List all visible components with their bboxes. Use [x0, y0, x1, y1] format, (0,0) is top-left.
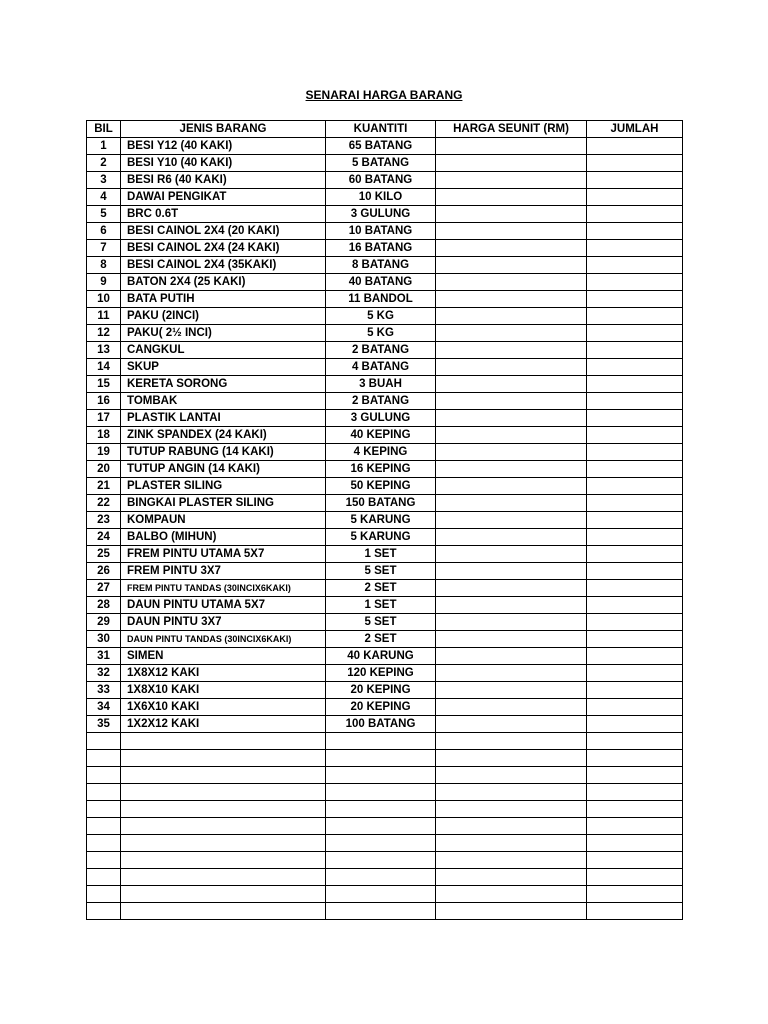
cell-bil: 2 — [87, 155, 121, 172]
cell-jumlah — [587, 648, 683, 665]
table-row — [87, 172, 683, 189]
blank-row — [87, 801, 683, 818]
cell-jenis-barang: PAKU( 2½ INCI) — [121, 325, 326, 342]
cell-jumlah — [587, 393, 683, 410]
cell-jumlah — [587, 580, 683, 597]
table-row — [87, 240, 683, 257]
cell-jenis-barang: CANGKUL — [121, 342, 326, 359]
cell-kuantiti: 40 BATANG — [326, 274, 436, 291]
blank-cell — [326, 886, 436, 903]
document-title — [0, 88, 768, 102]
cell-jenis-barang: DAUN PINTU UTAMA 5X7 — [121, 597, 326, 614]
cell-bil: 16 — [87, 393, 121, 410]
table-row — [87, 665, 683, 682]
cell-bil: 9 — [87, 274, 121, 291]
cell-jumlah — [587, 495, 683, 512]
cell-bil: 26 — [87, 563, 121, 580]
cell-jumlah — [587, 665, 683, 682]
table-header — [87, 121, 683, 138]
cell-harga-seunit — [436, 648, 587, 665]
cell-harga-seunit — [436, 597, 587, 614]
cell-jumlah — [587, 427, 683, 444]
cell-kuantiti: 2 BATANG — [326, 342, 436, 359]
blank-cell — [87, 869, 121, 886]
blank-cell — [121, 903, 326, 920]
cell-jumlah — [587, 342, 683, 359]
cell-kuantiti: 16 KEPING — [326, 461, 436, 478]
cell-bil: 31 — [87, 648, 121, 665]
cell-jumlah — [587, 376, 683, 393]
cell-harga-seunit — [436, 393, 587, 410]
cell-jumlah — [587, 359, 683, 376]
cell-jenis-barang: PAKU (2INCI) — [121, 308, 326, 325]
blank-row — [87, 835, 683, 852]
cell-bil: 4 — [87, 189, 121, 206]
header-harga-seunit: HARGA SEUNIT (RM) — [436, 121, 587, 138]
cell-jumlah — [587, 546, 683, 563]
cell-kuantiti: 2 SET — [326, 580, 436, 597]
cell-bil: 20 — [87, 461, 121, 478]
table-row — [87, 512, 683, 529]
table-row — [87, 223, 683, 240]
blank-cell — [326, 835, 436, 852]
cell-kuantiti: 5 KG — [326, 308, 436, 325]
cell-kuantiti: 16 BATANG — [326, 240, 436, 257]
cell-bil: 25 — [87, 546, 121, 563]
table-row — [87, 138, 683, 155]
cell-jenis-barang: FREM PINTU TANDAS (30INCIX6KAKI) — [121, 580, 326, 597]
cell-bil: 21 — [87, 478, 121, 495]
cell-kuantiti: 11 BANDOL — [326, 291, 436, 308]
cell-jenis-barang: BINGKAI PLASTER SILING — [121, 495, 326, 512]
cell-kuantiti: 1 SET — [326, 546, 436, 563]
cell-kuantiti: 5 SET — [326, 563, 436, 580]
blank-cell — [121, 767, 326, 784]
cell-jenis-barang: DAUN PINTU 3X7 — [121, 614, 326, 631]
cell-jenis-barang: DAWAI PENGIKAT — [121, 189, 326, 206]
cell-jumlah — [587, 444, 683, 461]
cell-harga-seunit — [436, 308, 587, 325]
cell-harga-seunit — [436, 172, 587, 189]
blank-row — [87, 903, 683, 920]
cell-jenis-barang: TOMBAK — [121, 393, 326, 410]
cell-jumlah — [587, 325, 683, 342]
cell-kuantiti: 3 BUAH — [326, 376, 436, 393]
blank-cell — [87, 733, 121, 750]
cell-bil: 23 — [87, 512, 121, 529]
cell-harga-seunit — [436, 444, 587, 461]
table-row — [87, 291, 683, 308]
cell-kuantiti: 4 KEPING — [326, 444, 436, 461]
cell-kuantiti: 50 KEPING — [326, 478, 436, 495]
cell-bil: 29 — [87, 614, 121, 631]
cell-jumlah — [587, 274, 683, 291]
cell-harga-seunit — [436, 580, 587, 597]
cell-kuantiti: 40 KEPING — [326, 427, 436, 444]
cell-bil: 13 — [87, 342, 121, 359]
cell-harga-seunit — [436, 138, 587, 155]
table-row — [87, 546, 683, 563]
cell-harga-seunit — [436, 325, 587, 342]
table-row — [87, 716, 683, 733]
cell-bil: 10 — [87, 291, 121, 308]
cell-jenis-barang: TUTUP ANGIN (14 KAKI) — [121, 461, 326, 478]
cell-jenis-barang: SIMEN — [121, 648, 326, 665]
blank-cell — [121, 886, 326, 903]
blank-cell — [87, 767, 121, 784]
cell-bil: 19 — [87, 444, 121, 461]
table-row — [87, 376, 683, 393]
cell-kuantiti: 5 SET — [326, 614, 436, 631]
blank-cell — [587, 818, 683, 835]
cell-kuantiti: 10 BATANG — [326, 223, 436, 240]
cell-bil: 11 — [87, 308, 121, 325]
cell-jumlah — [587, 716, 683, 733]
table-row — [87, 495, 683, 512]
table-row — [87, 427, 683, 444]
cell-harga-seunit — [436, 257, 587, 274]
cell-kuantiti: 100 BATANG — [326, 716, 436, 733]
cell-jenis-barang: KOMPAUN — [121, 512, 326, 529]
cell-jenis-barang: BATA PUTIH — [121, 291, 326, 308]
table-row — [87, 478, 683, 495]
cell-kuantiti: 65 BATANG — [326, 138, 436, 155]
cell-kuantiti: 5 BATANG — [326, 155, 436, 172]
table-row — [87, 648, 683, 665]
cell-jumlah — [587, 597, 683, 614]
blank-cell — [436, 818, 587, 835]
cell-harga-seunit — [436, 563, 587, 580]
blank-cell — [87, 818, 121, 835]
blank-cell — [326, 903, 436, 920]
blank-cell — [121, 733, 326, 750]
blank-cell — [587, 801, 683, 818]
cell-jumlah — [587, 682, 683, 699]
cell-jumlah — [587, 478, 683, 495]
table-row — [87, 682, 683, 699]
cell-jumlah — [587, 461, 683, 478]
cell-bil: 35 — [87, 716, 121, 733]
cell-harga-seunit — [436, 478, 587, 495]
cell-jenis-barang: PLASTER SILING — [121, 478, 326, 495]
cell-jenis-barang: PLASTIK LANTAI — [121, 410, 326, 427]
header-row — [87, 121, 683, 138]
cell-harga-seunit — [436, 716, 587, 733]
cell-jenis-barang: BALBO (MIHUN) — [121, 529, 326, 546]
cell-jenis-barang: FREM PINTU 3X7 — [121, 563, 326, 580]
table-row — [87, 461, 683, 478]
table-row — [87, 529, 683, 546]
cell-harga-seunit — [436, 699, 587, 716]
cell-bil: 14 — [87, 359, 121, 376]
blank-cell — [587, 869, 683, 886]
cell-jenis-barang: BESI CAINOL 2X4 (24 KAKI) — [121, 240, 326, 257]
blank-cell — [587, 733, 683, 750]
blank-cell — [436, 835, 587, 852]
cell-bil: 5 — [87, 206, 121, 223]
cell-bil: 32 — [87, 665, 121, 682]
blank-cell — [326, 869, 436, 886]
cell-jenis-barang: SKUP — [121, 359, 326, 376]
cell-jenis-barang: BESI R6 (40 KAKI) — [121, 172, 326, 189]
table-row — [87, 155, 683, 172]
table-row — [87, 563, 683, 580]
cell-bil: 1 — [87, 138, 121, 155]
cell-jenis-barang: BESI CAINOL 2X4 (20 KAKI) — [121, 223, 326, 240]
cell-jumlah — [587, 223, 683, 240]
cell-jumlah — [587, 699, 683, 716]
blank-cell — [121, 818, 326, 835]
cell-jenis-barang: FREM PINTU UTAMA 5X7 — [121, 546, 326, 563]
blank-cell — [121, 801, 326, 818]
cell-harga-seunit — [436, 189, 587, 206]
cell-bil: 30 — [87, 631, 121, 648]
cell-bil: 33 — [87, 682, 121, 699]
table-row — [87, 393, 683, 410]
cell-jenis-barang: KERETA SORONG — [121, 376, 326, 393]
blank-row — [87, 750, 683, 767]
blank-cell — [436, 801, 587, 818]
blank-cell — [436, 733, 587, 750]
cell-harga-seunit — [436, 546, 587, 563]
blank-cell — [587, 886, 683, 903]
blank-row — [87, 886, 683, 903]
document-title-text: SENARAI HARGA BARANG — [305, 88, 463, 102]
cell-harga-seunit — [436, 223, 587, 240]
cell-bil: 34 — [87, 699, 121, 716]
blank-cell — [326, 767, 436, 784]
cell-bil: 28 — [87, 597, 121, 614]
blank-cell — [326, 801, 436, 818]
blank-row — [87, 869, 683, 886]
cell-harga-seunit — [436, 512, 587, 529]
table-row — [87, 444, 683, 461]
blank-cell — [121, 835, 326, 852]
table-body — [87, 138, 683, 920]
cell-harga-seunit — [436, 155, 587, 172]
cell-bil: 17 — [87, 410, 121, 427]
cell-jenis-barang: DAUN PINTU TANDAS (30INCIX6KAKI) — [121, 631, 326, 648]
cell-jumlah — [587, 410, 683, 427]
cell-kuantiti: 150 BATANG — [326, 495, 436, 512]
blank-cell — [326, 818, 436, 835]
table-row — [87, 257, 683, 274]
cell-jumlah — [587, 257, 683, 274]
cell-bil: 8 — [87, 257, 121, 274]
blank-cell — [87, 750, 121, 767]
cell-kuantiti: 3 GULUNG — [326, 410, 436, 427]
cell-jumlah — [587, 512, 683, 529]
blank-cell — [587, 750, 683, 767]
blank-cell — [87, 835, 121, 852]
cell-bil: 15 — [87, 376, 121, 393]
blank-cell — [587, 784, 683, 801]
blank-cell — [326, 784, 436, 801]
blank-cell — [436, 869, 587, 886]
blank-cell — [326, 852, 436, 869]
cell-jenis-barang: BATON 2X4 (25 KAKI) — [121, 274, 326, 291]
blank-cell — [587, 903, 683, 920]
blank-cell — [587, 835, 683, 852]
cell-jumlah — [587, 155, 683, 172]
cell-jumlah — [587, 563, 683, 580]
table-row — [87, 308, 683, 325]
blank-row — [87, 733, 683, 750]
blank-row — [87, 767, 683, 784]
cell-jenis-barang: BESI CAINOL 2X4 (35KAKI) — [121, 257, 326, 274]
cell-kuantiti: 5 KARUNG — [326, 529, 436, 546]
cell-jenis-barang: BRC 0.6T — [121, 206, 326, 223]
cell-jumlah — [587, 614, 683, 631]
cell-bil: 22 — [87, 495, 121, 512]
cell-kuantiti: 4 BATANG — [326, 359, 436, 376]
cell-jenis-barang: TUTUP RABUNG (14 KAKI) — [121, 444, 326, 461]
table-row — [87, 325, 683, 342]
cell-kuantiti: 40 KARUNG — [326, 648, 436, 665]
cell-kuantiti: 2 SET — [326, 631, 436, 648]
table-row — [87, 342, 683, 359]
blank-cell — [326, 750, 436, 767]
blank-cell — [326, 733, 436, 750]
cell-jumlah — [587, 631, 683, 648]
blank-cell — [121, 852, 326, 869]
blank-cell — [587, 767, 683, 784]
cell-harga-seunit — [436, 427, 587, 444]
blank-cell — [436, 903, 587, 920]
cell-kuantiti: 60 BATANG — [326, 172, 436, 189]
blank-row — [87, 818, 683, 835]
cell-kuantiti: 120 KEPING — [326, 665, 436, 682]
cell-kuantiti: 5 KARUNG — [326, 512, 436, 529]
cell-jenis-barang: BESI Y12 (40 KAKI) — [121, 138, 326, 155]
header-bil: BIL — [87, 121, 121, 138]
blank-cell — [436, 767, 587, 784]
cell-jenis-barang: 1X8X12 KAKI — [121, 665, 326, 682]
table-row — [87, 206, 683, 223]
cell-kuantiti: 1 SET — [326, 597, 436, 614]
cell-jumlah — [587, 291, 683, 308]
table-row — [87, 359, 683, 376]
price-list-table — [86, 120, 683, 920]
header-jumlah: JUMLAH — [587, 121, 683, 138]
cell-bil: 27 — [87, 580, 121, 597]
cell-jumlah — [587, 206, 683, 223]
header-kuantiti: KUANTITI — [326, 121, 436, 138]
cell-jenis-barang: ZINK SPANDEX (24 KAKI) — [121, 427, 326, 444]
cell-jenis-barang: 1X6X10 KAKI — [121, 699, 326, 716]
cell-jumlah — [587, 189, 683, 206]
table-row — [87, 631, 683, 648]
cell-bil: 7 — [87, 240, 121, 257]
blank-row — [87, 852, 683, 869]
cell-jumlah — [587, 172, 683, 189]
header-jenis-barang: JENIS BARANG — [121, 121, 326, 138]
blank-cell — [121, 784, 326, 801]
cell-harga-seunit — [436, 274, 587, 291]
cell-kuantiti: 20 KEPING — [326, 682, 436, 699]
cell-jenis-barang: 1X8X10 KAKI — [121, 682, 326, 699]
table-row — [87, 614, 683, 631]
cell-jenis-barang: BESI Y10 (40 KAKI) — [121, 155, 326, 172]
table-row — [87, 597, 683, 614]
blank-cell — [87, 886, 121, 903]
cell-kuantiti: 5 KG — [326, 325, 436, 342]
cell-harga-seunit — [436, 682, 587, 699]
blank-cell — [121, 750, 326, 767]
blank-cell — [87, 852, 121, 869]
table-row — [87, 189, 683, 206]
cell-harga-seunit — [436, 614, 587, 631]
blank-cell — [87, 784, 121, 801]
cell-harga-seunit — [436, 529, 587, 546]
cell-harga-seunit — [436, 359, 587, 376]
cell-bil: 24 — [87, 529, 121, 546]
cell-harga-seunit — [436, 410, 587, 427]
table-row — [87, 580, 683, 597]
cell-jumlah — [587, 138, 683, 155]
cell-harga-seunit — [436, 291, 587, 308]
cell-jumlah — [587, 529, 683, 546]
cell-harga-seunit — [436, 495, 587, 512]
cell-harga-seunit — [436, 240, 587, 257]
cell-harga-seunit — [436, 665, 587, 682]
blank-cell — [436, 784, 587, 801]
blank-row — [87, 784, 683, 801]
cell-harga-seunit — [436, 342, 587, 359]
table-row — [87, 274, 683, 291]
cell-bil: 12 — [87, 325, 121, 342]
blank-cell — [436, 886, 587, 903]
cell-bil: 6 — [87, 223, 121, 240]
cell-kuantiti: 8 BATANG — [326, 257, 436, 274]
cell-jumlah — [587, 240, 683, 257]
cell-kuantiti: 20 KEPING — [326, 699, 436, 716]
table-row — [87, 699, 683, 716]
blank-cell — [436, 750, 587, 767]
blank-cell — [87, 801, 121, 818]
blank-cell — [587, 852, 683, 869]
cell-harga-seunit — [436, 376, 587, 393]
cell-jenis-barang: 1X2X12 KAKI — [121, 716, 326, 733]
blank-cell — [87, 903, 121, 920]
cell-harga-seunit — [436, 206, 587, 223]
cell-bil: 3 — [87, 172, 121, 189]
cell-bil: 18 — [87, 427, 121, 444]
blank-cell — [121, 869, 326, 886]
cell-jumlah — [587, 308, 683, 325]
cell-kuantiti: 3 GULUNG — [326, 206, 436, 223]
blank-cell — [436, 852, 587, 869]
table-row — [87, 410, 683, 427]
cell-harga-seunit — [436, 631, 587, 648]
cell-kuantiti: 2 BATANG — [326, 393, 436, 410]
cell-kuantiti: 10 KILO — [326, 189, 436, 206]
cell-harga-seunit — [436, 461, 587, 478]
